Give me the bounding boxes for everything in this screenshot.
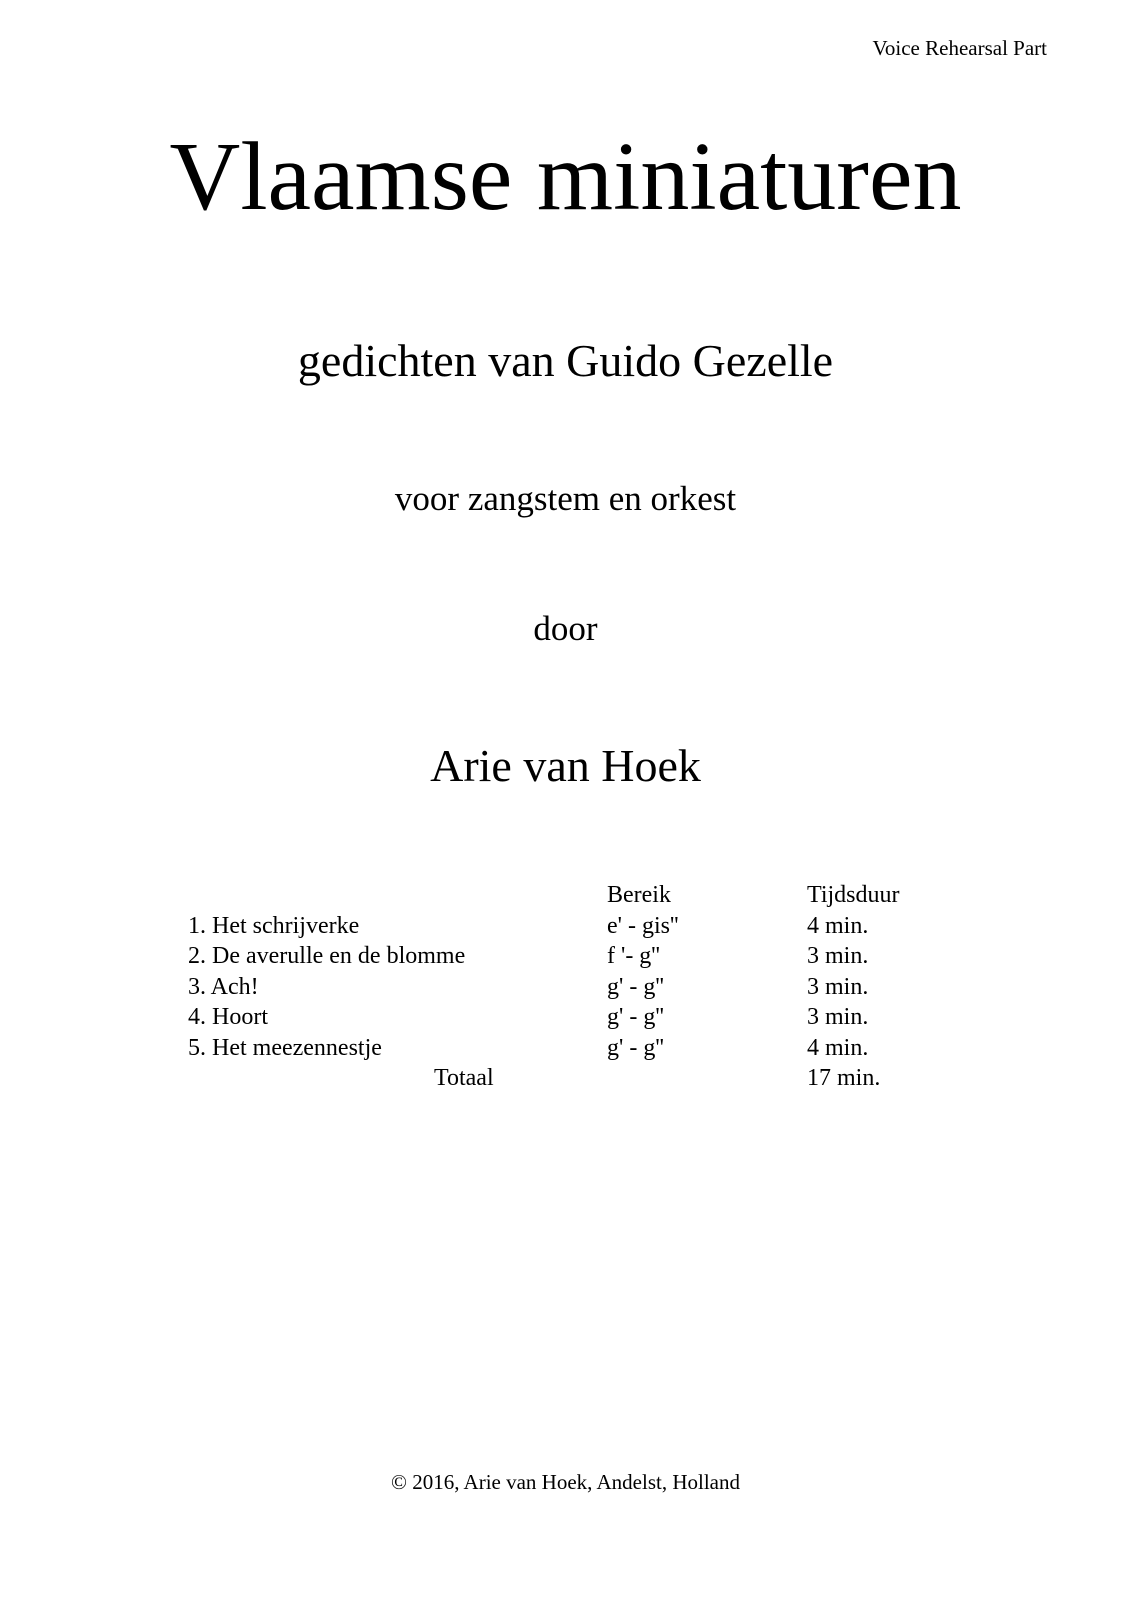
song-row bbox=[188, 941, 948, 972]
range-header: Bereik bbox=[607, 882, 671, 908]
subtitle: gedichten van Guido Gezelle bbox=[297, 335, 834, 386]
song-range: e' - gis'' bbox=[607, 912, 679, 939]
song-duration: 3 min. bbox=[807, 1004, 869, 1030]
total-label: Totaal bbox=[434, 1065, 494, 1091]
song-table bbox=[188, 880, 948, 1094]
song-range: g' - g'' bbox=[607, 1034, 664, 1061]
song-duration: 3 min. bbox=[807, 943, 869, 969]
song-duration: 3 min. bbox=[807, 973, 869, 1000]
song-range: g' - g'' bbox=[607, 1004, 664, 1030]
duration-header: Tijdsduur bbox=[807, 882, 900, 908]
song-duration: 4 min. bbox=[807, 912, 869, 939]
song-title: 3. Ach! bbox=[188, 973, 259, 1000]
song-title: 4. Hoort bbox=[188, 1004, 268, 1030]
song-title: 5. Het meezennestje bbox=[188, 1034, 382, 1061]
song-duration: 4 min. bbox=[807, 1034, 869, 1061]
song-row bbox=[188, 911, 948, 942]
song-title: 2. De averulle en de blomme bbox=[188, 943, 466, 969]
page-title: Vlaamse miniaturen bbox=[169, 123, 962, 231]
song-range: f '- g'' bbox=[607, 943, 660, 969]
song-title: 1. Het schrijverke bbox=[188, 912, 360, 939]
composer-name: Arie van Hoek bbox=[430, 740, 701, 791]
song-range: g' - g'' bbox=[607, 973, 664, 1000]
scoring-text: voor zangstem en orkest bbox=[394, 479, 737, 518]
part-label: Voice Rehearsal Part bbox=[872, 36, 1047, 60]
song-row bbox=[188, 1033, 948, 1064]
song-row bbox=[188, 972, 948, 1003]
total-row bbox=[188, 1063, 948, 1094]
total-duration: 17 min. bbox=[807, 1065, 881, 1091]
by-text: door bbox=[533, 609, 598, 648]
copyright-footer: © 2016, Arie van Hoek, Andelst, Holland bbox=[391, 1470, 740, 1494]
song-row bbox=[188, 1002, 948, 1033]
song-table-header bbox=[188, 880, 948, 911]
